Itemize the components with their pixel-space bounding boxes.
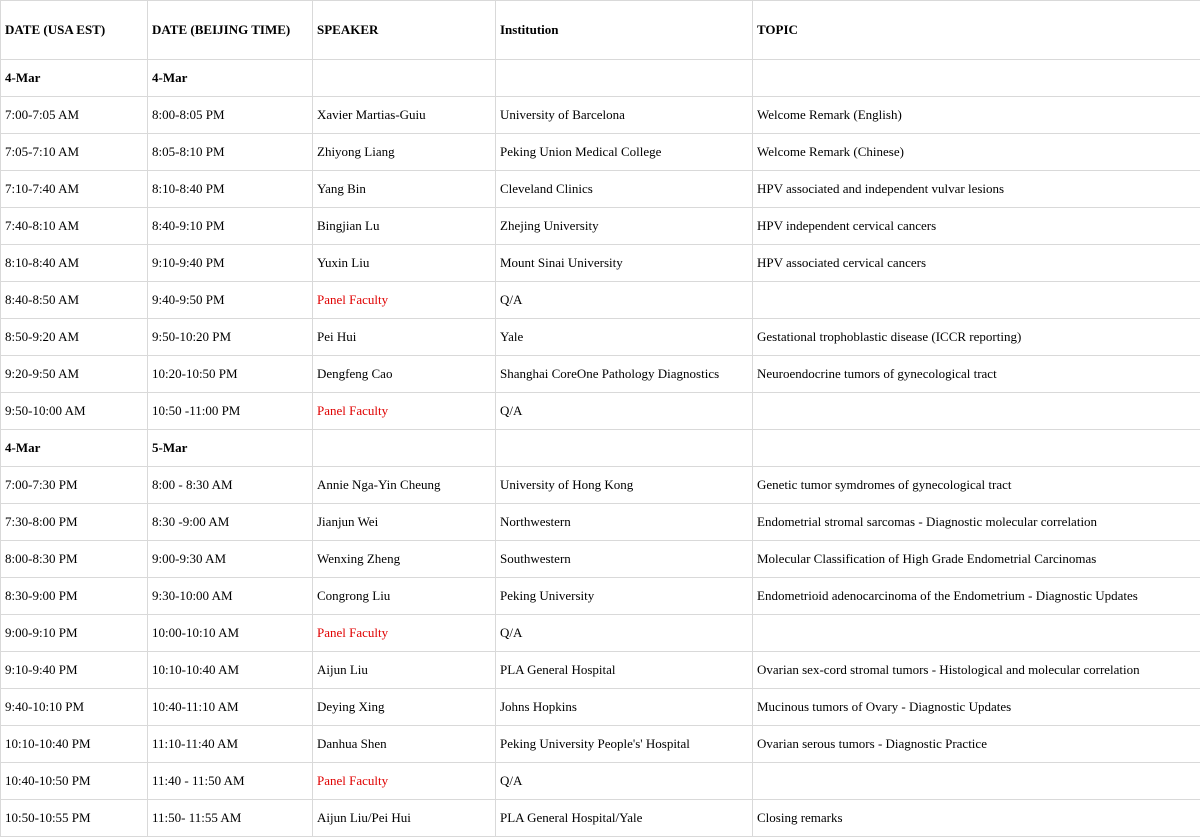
schedule-row: [1, 615, 1200, 652]
topic-cell[interactable]: Molecular Classification of High Grade Endometrial Carcinomas: [753, 541, 1200, 578]
schedule-row: [1, 467, 1200, 504]
time-usa-cell[interactable]: 8:30-9:00 PM: [1, 578, 148, 615]
day-2-usa-date[interactable]: 4-Mar: [1, 430, 148, 467]
institution-cell[interactable]: University of Hong Kong: [496, 467, 753, 504]
speaker-cell[interactable]: Xavier Martias-Guiu: [313, 97, 496, 134]
empty-cell[interactable]: [496, 430, 753, 467]
topic-cell[interactable]: Ovarian serous tumors - Diagnostic Practice: [753, 726, 1200, 763]
time-beijing-cell[interactable]: 8:10-8:40 PM: [148, 171, 313, 208]
time-usa-cell[interactable]: 7:00-7:05 AM: [1, 97, 148, 134]
speaker-cell[interactable]: Congrong Liu: [313, 578, 496, 615]
institution-cell[interactable]: Northwestern: [496, 504, 753, 541]
institution-cell[interactable]: Peking University People's' Hospital: [496, 726, 753, 763]
speaker-cell[interactable]: Bingjian Lu: [313, 208, 496, 245]
day-2-beijing-date[interactable]: 5-Mar: [148, 430, 313, 467]
institution-cell[interactable]: Q/A: [496, 615, 753, 652]
schedule-row: [1, 97, 1200, 134]
time-usa-cell[interactable]: 9:00-9:10 PM: [1, 615, 148, 652]
time-beijing-cell[interactable]: 9:30-10:00 AM: [148, 578, 313, 615]
topic-cell[interactable]: Closing remarks: [753, 800, 1200, 837]
time-beijing-cell[interactable]: 11:40 - 11:50 AM: [148, 763, 313, 800]
time-usa-cell[interactable]: 10:10-10:40 PM: [1, 726, 148, 763]
schedule-row: [1, 726, 1200, 763]
institution-cell[interactable]: PLA General Hospital/Yale: [496, 800, 753, 837]
speaker-cell[interactable]: Zhiyong Liang: [313, 134, 496, 171]
schedule-row: [1, 282, 1200, 319]
speaker-cell[interactable]: Pei Hui: [313, 319, 496, 356]
time-usa-cell[interactable]: 8:10-8:40 AM: [1, 245, 148, 282]
schedule-row: [1, 319, 1200, 356]
time-usa-cell[interactable]: 7:30-8:00 PM: [1, 504, 148, 541]
day-1-beijing-date[interactable]: 4-Mar: [148, 60, 313, 97]
speaker-cell[interactable]: Jianjun Wei: [313, 504, 496, 541]
topic-cell[interactable]: HPV associated and independent vulvar lesions: [753, 171, 1200, 208]
header-date-usa[interactable]: DATE (USA EST): [1, 1, 148, 60]
speaker-cell[interactable]: Panel Faculty: [313, 763, 496, 800]
header-date-beijing[interactable]: DATE (BEIJING TIME): [148, 1, 313, 60]
schedule-row: [1, 356, 1200, 393]
time-beijing-cell[interactable]: 9:00-9:30 AM: [148, 541, 313, 578]
time-usa-cell[interactable]: 9:10-9:40 PM: [1, 652, 148, 689]
schedule-row: [1, 578, 1200, 615]
institution-cell[interactable]: Cleveland Clinics: [496, 171, 753, 208]
schedule-row: [1, 245, 1200, 282]
time-beijing-cell[interactable]: 9:50-10:20 PM: [148, 319, 313, 356]
time-beijing-cell[interactable]: 8:00-8:05 PM: [148, 97, 313, 134]
speaker-cell[interactable]: Yuxin Liu: [313, 245, 496, 282]
empty-cell[interactable]: [313, 430, 496, 467]
schedule-row: [1, 763, 1200, 800]
speaker-cell[interactable]: Wenxing Zheng: [313, 541, 496, 578]
time-usa-cell[interactable]: 9:40-10:10 PM: [1, 689, 148, 726]
schedule-row: [1, 800, 1200, 837]
topic-cell[interactable]: Endometrioid adenocarcinoma of the Endometrium - Diagnostic Updates: [753, 578, 1200, 615]
speaker-cell[interactable]: Yang Bin: [313, 171, 496, 208]
time-beijing-cell[interactable]: 11:50- 11:55 AM: [148, 800, 313, 837]
empty-cell[interactable]: [753, 60, 1200, 97]
topic-cell[interactable]: [753, 763, 1200, 800]
time-beijing-cell[interactable]: 10:50 -11:00 PM: [148, 393, 313, 430]
topic-cell[interactable]: Genetic tumor symdromes of gynecological tract: [753, 467, 1200, 504]
speaker-cell[interactable]: Annie Nga-Yin Cheung: [313, 467, 496, 504]
time-usa-cell[interactable]: 9:50-10:00 AM: [1, 393, 148, 430]
header-speaker[interactable]: SPEAKER: [313, 1, 496, 60]
topic-cell[interactable]: [753, 615, 1200, 652]
topic-cell[interactable]: Mucinous tumors of Ovary - Diagnostic Updates: [753, 689, 1200, 726]
schedule-row: [1, 208, 1200, 245]
institution-cell[interactable]: Mount Sinai University: [496, 245, 753, 282]
speaker-cell[interactable]: Aijun Liu/Pei Hui: [313, 800, 496, 837]
day-1-date-row: [1, 60, 1200, 97]
institution-cell[interactable]: PLA General Hospital: [496, 652, 753, 689]
speaker-cell[interactable]: Panel Faculty: [313, 615, 496, 652]
institution-cell[interactable]: University of Barcelona: [496, 97, 753, 134]
topic-cell[interactable]: Gestational trophoblastic disease (ICCR reporting): [753, 319, 1200, 356]
empty-cell[interactable]: [753, 430, 1200, 467]
day-2-date-row: [1, 430, 1200, 467]
time-beijing-cell[interactable]: 8:30 -9:00 AM: [148, 504, 313, 541]
speaker-cell[interactable]: Deying Xing: [313, 689, 496, 726]
schedule-row: [1, 652, 1200, 689]
time-usa-cell[interactable]: 8:00-8:30 PM: [1, 541, 148, 578]
institution-cell[interactable]: Southwestern: [496, 541, 753, 578]
topic-cell[interactable]: HPV independent cervical cancers: [753, 208, 1200, 245]
topic-cell[interactable]: Endometrial stromal sarcomas - Diagnostic molecular correlation: [753, 504, 1200, 541]
time-usa-cell[interactable]: 10:50-10:55 PM: [1, 800, 148, 837]
institution-cell[interactable]: Q/A: [496, 393, 753, 430]
time-beijing-cell[interactable]: 8:05-8:10 PM: [148, 134, 313, 171]
speaker-cell[interactable]: Panel Faculty: [313, 282, 496, 319]
speaker-cell[interactable]: Aijun Liu: [313, 652, 496, 689]
institution-cell[interactable]: Peking Union Medical College: [496, 134, 753, 171]
institution-cell[interactable]: Yale: [496, 319, 753, 356]
empty-cell[interactable]: [313, 60, 496, 97]
institution-cell[interactable]: Zhejing University: [496, 208, 753, 245]
schedule-row: [1, 504, 1200, 541]
institution-cell[interactable]: Johns Hopkins: [496, 689, 753, 726]
time-beijing-cell[interactable]: 11:10-11:40 AM: [148, 726, 313, 763]
institution-cell[interactable]: Q/A: [496, 763, 753, 800]
time-usa-cell[interactable]: 8:40-8:50 AM: [1, 282, 148, 319]
empty-cell[interactable]: [496, 60, 753, 97]
topic-cell[interactable]: Welcome Remark (English): [753, 97, 1200, 134]
time-usa-cell[interactable]: 7:05-7:10 AM: [1, 134, 148, 171]
institution-cell[interactable]: Shanghai CoreOne Pathology Diagnostics: [496, 356, 753, 393]
schedule-row: [1, 689, 1200, 726]
topic-cell[interactable]: Ovarian sex-cord stromal tumors - Histological and molecular correlation: [753, 652, 1200, 689]
day-1-usa-date[interactable]: 4-Mar: [1, 60, 148, 97]
time-usa-cell[interactable]: 10:40-10:50 PM: [1, 763, 148, 800]
schedule-row: [1, 541, 1200, 578]
time-beijing-cell[interactable]: 10:20-10:50 PM: [148, 356, 313, 393]
topic-cell[interactable]: Neuroendocrine tumors of gynecological tract: [753, 356, 1200, 393]
time-usa-cell[interactable]: 8:50-9:20 AM: [1, 319, 148, 356]
time-beijing-cell[interactable]: 10:40-11:10 AM: [148, 689, 313, 726]
time-beijing-cell[interactable]: 9:10-9:40 PM: [148, 245, 313, 282]
schedule-row: [1, 171, 1200, 208]
institution-cell[interactable]: Q/A: [496, 282, 753, 319]
header-institution[interactable]: Institution: [496, 1, 753, 60]
speaker-cell[interactable]: Panel Faculty: [313, 393, 496, 430]
time-usa-cell[interactable]: 7:40-8:10 AM: [1, 208, 148, 245]
speaker-cell[interactable]: Dengfeng Cao: [313, 356, 496, 393]
time-beijing-cell[interactable]: 9:40-9:50 PM: [148, 282, 313, 319]
topic-cell[interactable]: [753, 282, 1200, 319]
topic-cell[interactable]: [753, 393, 1200, 430]
speaker-cell[interactable]: Danhua Shen: [313, 726, 496, 763]
time-usa-cell[interactable]: 7:10-7:40 AM: [1, 171, 148, 208]
topic-cell[interactable]: HPV associated cervical cancers: [753, 245, 1200, 282]
time-usa-cell[interactable]: 9:20-9:50 AM: [1, 356, 148, 393]
schedule-row: [1, 393, 1200, 430]
topic-cell[interactable]: Welcome Remark (Chinese): [753, 134, 1200, 171]
header-topic[interactable]: TOPIC: [753, 1, 1200, 60]
institution-cell[interactable]: Peking University: [496, 578, 753, 615]
time-beijing-cell[interactable]: 10:10-10:40 AM: [148, 652, 313, 689]
time-beijing-cell[interactable]: 8:00 - 8:30 AM: [148, 467, 313, 504]
time-beijing-cell[interactable]: 10:00-10:10 AM: [148, 615, 313, 652]
time-usa-cell[interactable]: 7:00-7:30 PM: [1, 467, 148, 504]
schedule-row: [1, 134, 1200, 171]
header-row: [1, 1, 1200, 60]
time-beijing-cell[interactable]: 8:40-9:10 PM: [148, 208, 313, 245]
